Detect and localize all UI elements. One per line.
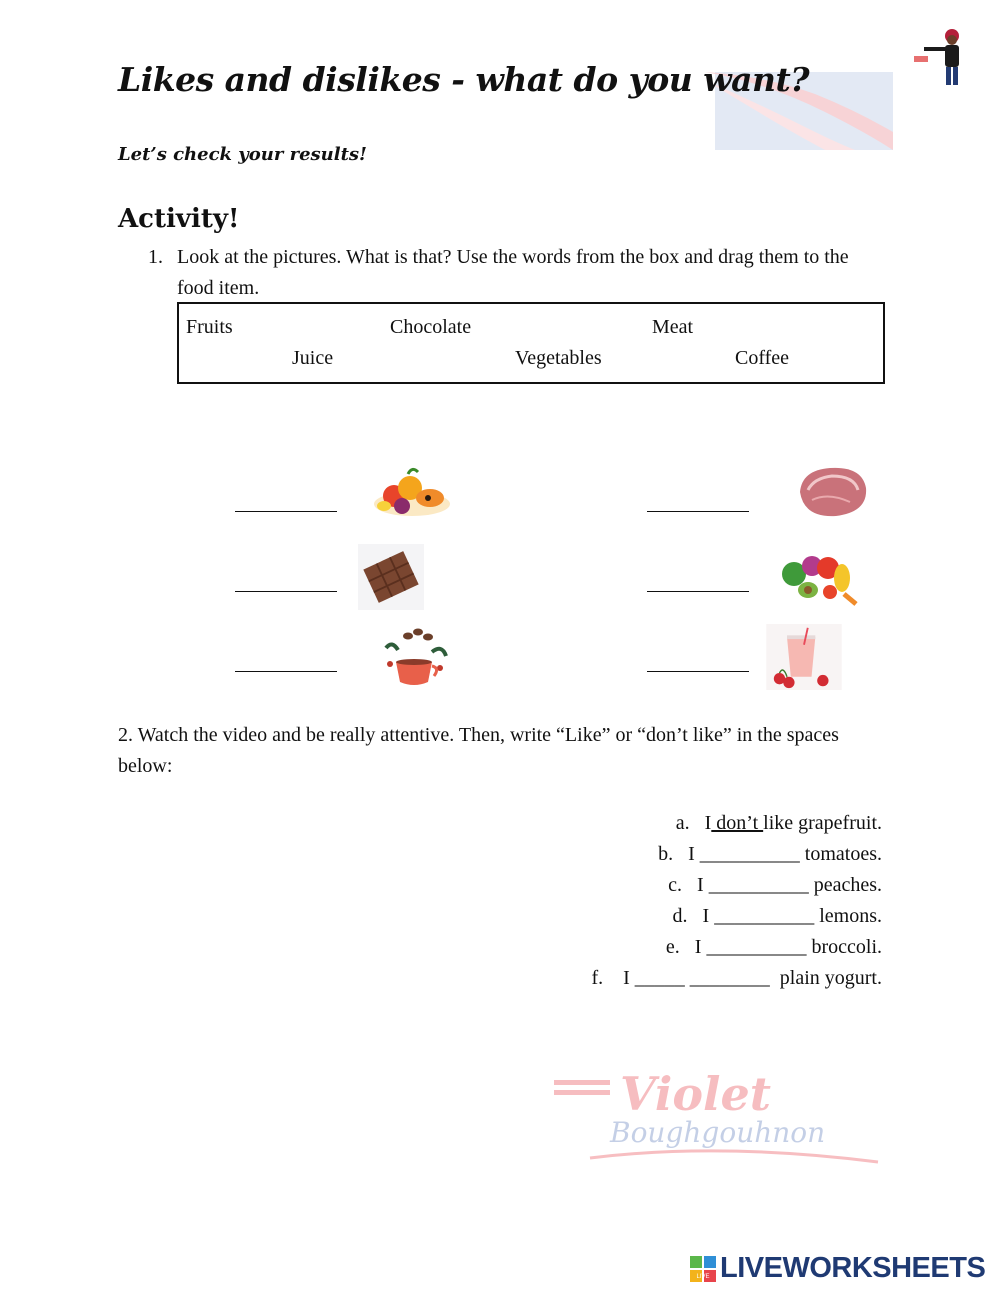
sentence-b — [658, 843, 882, 866]
sentence-d — [673, 905, 882, 928]
word-chocolate[interactable]: Chocolate — [390, 316, 472, 338]
answer-blank[interactable]: __________ — [706, 936, 807, 958]
meat-icon — [792, 458, 872, 524]
sentence-letter: e. — [665, 936, 680, 958]
logo-badge-text: LIVE — [696, 1274, 710, 1280]
drop-zone-chocolate[interactable] — [235, 591, 337, 592]
drop-zone-fruits[interactable] — [235, 511, 337, 512]
sentence-letter: d. — [672, 905, 688, 927]
instruction-2: 2. Watch the video and be really attentive. Then, write “Like” or “don’t like” in the spaces below: — [118, 724, 839, 777]
sentence-subject: I — [704, 812, 712, 834]
word-meat[interactable]: Meat — [652, 316, 694, 338]
sentence-subject: I — [688, 843, 695, 865]
instruction-1-number: 1. — [148, 246, 163, 268]
word-vegetables[interactable]: Vegetables — [515, 347, 602, 369]
drop-zone-vegetables[interactable] — [647, 591, 749, 592]
drop-zone-juice[interactable] — [647, 671, 749, 672]
watermark-line1: Violet — [620, 1067, 772, 1121]
watermark-line2: Boughgouhnon — [610, 1116, 826, 1149]
sentence-end: lemons. — [819, 905, 882, 927]
page-title: Likes and dislikes - what do you want? — [118, 60, 810, 99]
sentence-subject: I — [702, 905, 710, 927]
sentence-f — [591, 967, 882, 990]
word-fruits[interactable]: Fruits — [186, 316, 233, 338]
sentence-end: tomatoes. — [804, 843, 882, 865]
sentence-end: plain yogurt. — [779, 967, 882, 989]
activity-heading: Activity! — [118, 204, 240, 234]
sentence-subject: I — [697, 874, 704, 896]
sentence-e — [666, 936, 882, 959]
sentence-end: like grapefruit. — [763, 812, 882, 834]
word-juice[interactable]: Juice — [292, 347, 334, 369]
instruction-1-text: Look at the pictures. What is that? Use the words from the box and drag them to the food item. — [177, 246, 849, 299]
sentence-letter: b. — [658, 843, 674, 865]
liveworksheets-logo — [690, 1252, 990, 1286]
sentence-letter: f. — [591, 967, 604, 989]
drop-zone-meat[interactable] — [647, 511, 749, 512]
page-subtitle: Let’s check your results! — [118, 144, 367, 165]
sentence-letter: a. — [675, 812, 690, 834]
answer-filled[interactable]: don’t — [711, 812, 764, 834]
sentence-a — [676, 812, 882, 835]
fruits-icon — [372, 460, 452, 526]
drop-zone-coffee[interactable] — [235, 671, 337, 672]
logo-badge-icon — [690, 1256, 716, 1282]
teacher-avatar — [912, 26, 974, 88]
word-coffee[interactable]: Coffee — [735, 347, 790, 369]
coffee-icon — [374, 624, 454, 690]
chocolate-icon — [351, 544, 431, 610]
author-watermark — [550, 1050, 880, 1170]
word-box — [177, 302, 885, 384]
answer-blank[interactable]: __________ — [708, 874, 809, 896]
vegetables-icon — [778, 544, 858, 610]
sentence-end: broccoli. — [811, 936, 882, 958]
juice-icon — [764, 624, 844, 690]
logo-text: LIVEWORKSHEETS — [720, 1252, 986, 1284]
answer-blank[interactable]: __________ — [699, 843, 800, 865]
sentence-subject: I — [623, 967, 630, 989]
sentence-subject: I — [694, 936, 702, 958]
answer-blank[interactable]: _____ ________ — [634, 967, 770, 989]
sentence-c — [668, 874, 882, 897]
sentence-end: peaches. — [813, 874, 882, 896]
sentence-letter: c. — [668, 874, 683, 896]
answer-blank[interactable]: __________ — [714, 905, 815, 927]
